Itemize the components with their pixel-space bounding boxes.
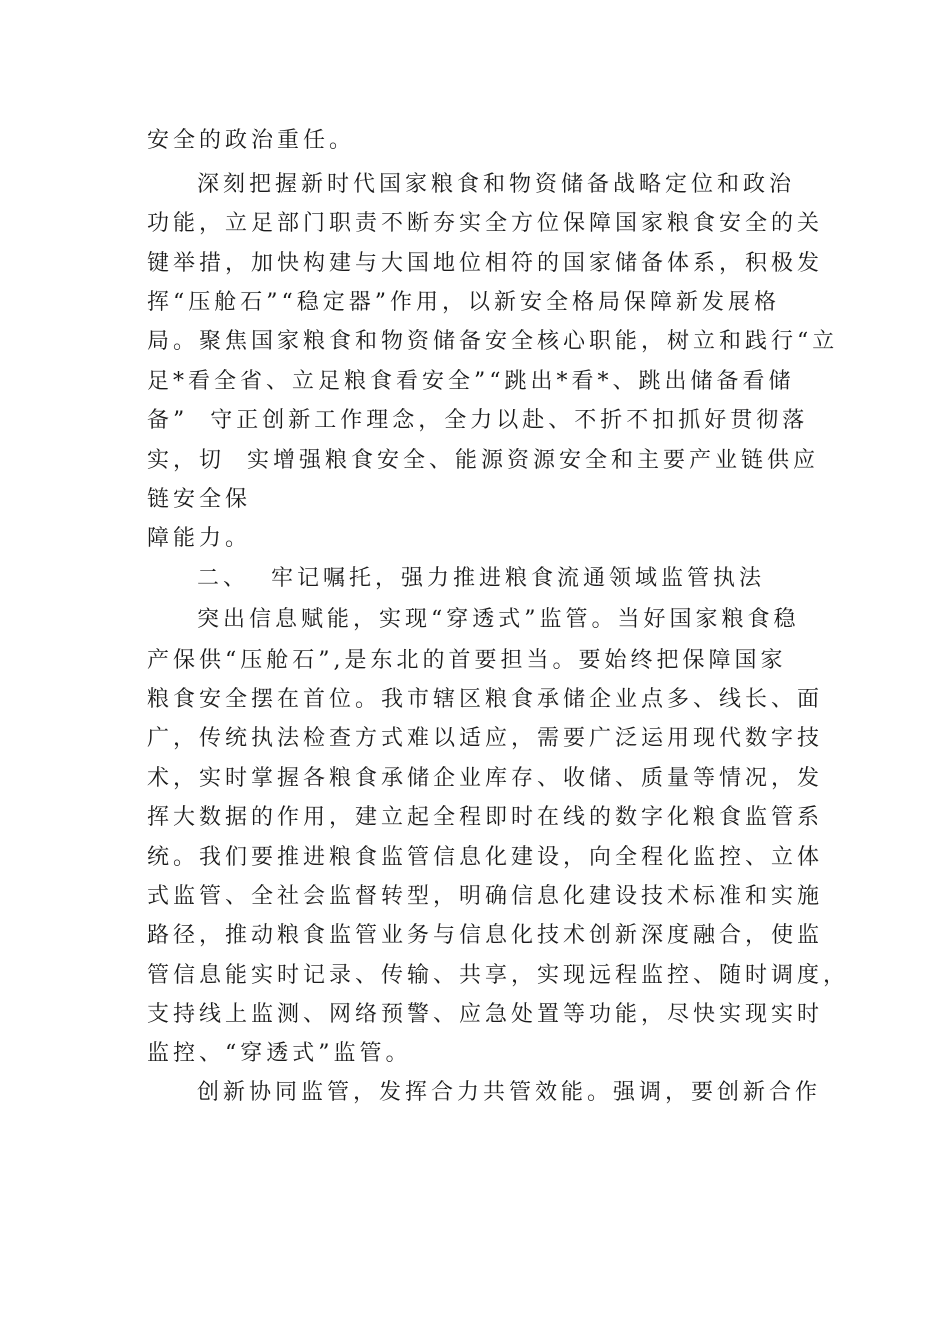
paragraph-line: 挥“压舱石”“稳定器”作用，以新安全格局保障新发展格	[147, 290, 780, 315]
paragraph-line: 统。我们要推进粮食监管信息化建设，向全程化监控、立体	[147, 845, 824, 870]
paragraph-line: 监控、“穿透式”监管。	[147, 1041, 412, 1066]
paragraph-line: 实，切 实增强粮食安全、能源资源安全和主要产业链供应	[147, 448, 819, 473]
paragraph-line: 路径，推动粮食监管业务与信息化技术创新深度融合，使监	[147, 923, 824, 948]
paragraph-line: 局。聚焦国家粮食和物资储备安全核心职能，树立和践行“立	[147, 329, 839, 354]
paragraph-line: 足*看全省、立足粮食看安全”“跳出*看*、跳出储备看储	[147, 369, 795, 394]
paragraph-line: 广，传统执法检查方式难以适应，需要广泛运用现代数字技	[147, 726, 824, 751]
paragraph-line: 创新协同监管，发挥合力共管效能。强调，要创新合作	[197, 1080, 822, 1105]
paragraph-line: 术，实时掌握各粮食承储企业库存、收储、质量等情况，发	[147, 766, 824, 791]
paragraph-line: 式监管、全社会监督转型，明确信息化建设技术标准和实施	[147, 884, 824, 909]
paragraph-line: 障能力。	[147, 526, 252, 551]
paragraph-line: 产保供“压舱石”,是东北的首要担当。要始终把保障国家	[147, 648, 787, 673]
paragraph-line: 安全的政治重任。	[147, 128, 356, 153]
paragraph-line: 管信息能实时记录、传输、共享，实现远程监控、随时调度，	[147, 963, 850, 988]
paragraph-line: 支持线上监测、网络预警、应急处置等功能，尽快实现实时	[147, 1002, 824, 1027]
paragraph-line: 突出信息赋能，实现“穿透式”监管。当好国家粮食稳	[197, 607, 800, 632]
paragraph-line: 备” 守正创新工作理念，全力以赴、不折不扣抓好贯彻落	[147, 408, 809, 433]
section-heading: 二、 牢记嘱托，强力推进粮食流通领域监管执法	[197, 566, 765, 591]
paragraph-line: 挥大数据的作用，建立起全程即时在线的数字化粮食监管系	[147, 805, 824, 830]
paragraph-line: 粮食安全摆在首位。我市辖区粮食承储企业点多、线长、面	[147, 687, 824, 712]
paragraph-line: 链安全保	[147, 487, 252, 512]
paragraph-line: 功能，立足部门职责不断夯实全方位保障国家粮食安全的关	[147, 211, 824, 236]
paragraph-line: 深刻把握新时代国家粮食和物资储备战略定位和政治	[197, 172, 796, 197]
paragraph-line: 键举措，加快构建与大国地位相符的国家储备体系，积极发	[147, 251, 824, 276]
